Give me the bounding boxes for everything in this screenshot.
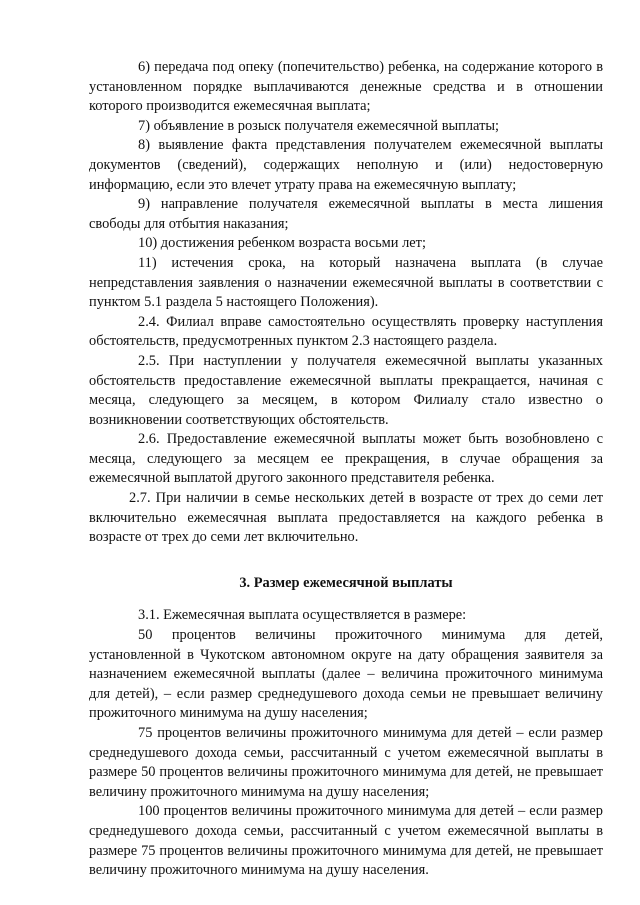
clause-2-4: 2.4. Филиал вправе самостоятельно осуществлять проверку наступления обстоятельств, предусмотренных пунктом 2.3 настоящего раздела. <box>89 313 603 350</box>
clause-3-1: 3.1. Ежемесячная выплата осуществляется в размере: <box>138 607 467 624</box>
item-10-age-eight: 10) достижения ребенком возраста восьми лет; <box>138 235 426 252</box>
section-3-heading: 3. Размер ежемесячной выплаты <box>239 574 453 591</box>
item-9-imprisonment: 9) направление получателя ежемесячной выплаты в места лишения свободы для отбытия наказания; <box>89 196 603 232</box>
item-8-false-documents: 8) выявление факта представления получателем ежемесячной выплаты документов (сведений), содержащих неполную и (или) недостоверную информацию, если это влечет утрату права на ежемесячную выплату; <box>89 137 603 193</box>
clause-2-5: 2.5. При наступлении у получателя ежемесячной выплаты указанных обстоятельств предоставление ежемесячной выплаты прекращается, начиная с месяца, следующего за месяцем, в котором Филиалу стало известно о возникновении соответствующих обстоятельств. <box>89 352 603 428</box>
clause-3-1-50-percent: 50 процентов величины прожиточного минимума для детей, установленной в Чукотском автономном округе на дату обращения заявителя за назначением ежемесячной выплаты (далее – величина прожиточного минимума для детей), – если размер среднедушевого дохода семьи не превышает величину прожиточного минимума на душу населения; <box>89 627 603 722</box>
clause-3-1-100-percent: 100 процентов величины прожиточного минимума для детей – если размер среднедушевого дохода семьи, рассчитанный с учетом ежемесячной выплаты в размере 75 процентов величины прожиточного минимума для детей, не превышает величину прожиточного минимума на душу населения. <box>89 803 603 879</box>
document-page <box>89 58 603 881</box>
item-11-term-expiry: 11) истечения срока, на который назначена выплата (в случае непредставления заявления о назначении ежемесячной выплаты в соответствии с пунктом 5.1 раздела 5 настоящего Положения). <box>89 254 603 311</box>
clause-2-7: 2.7. При наличии в семье нескольких детей в возрасте от трех до семи лет включительно ежемесячная выплата предоставляется на каждого ребенка в возрасте от трех до семи лет включительно. <box>89 490 603 546</box>
clause-2-6: 2.6. Предоставление ежемесячной выплаты может быть возобновлено с месяца, следующего за месяцем ее прекращения, в случае обращения за ежемесячной выплатой другого законного представителя ребенка. <box>89 431 603 487</box>
clause-3-1-75-percent: 75 процентов величины прожиточного минимума для детей – если размер среднедушевого дохода семьи, рассчитанный с учетом ежемесячной выплаты в размере 50 процентов величины прожиточного минимума для детей, не превышает величину прожиточного минимума на душу населения; <box>89 725 603 800</box>
item-7-wanted-search: 7) объявление в розыск получателя ежемесячной выплаты; <box>138 117 500 134</box>
item-6-foster-care: 6) передача под опеку (попечительство) ребенка, на содержание которого в установленном порядке выплачиваются денежные средства и в отношении которого производится ежемесячная выплата; <box>89 59 603 115</box>
